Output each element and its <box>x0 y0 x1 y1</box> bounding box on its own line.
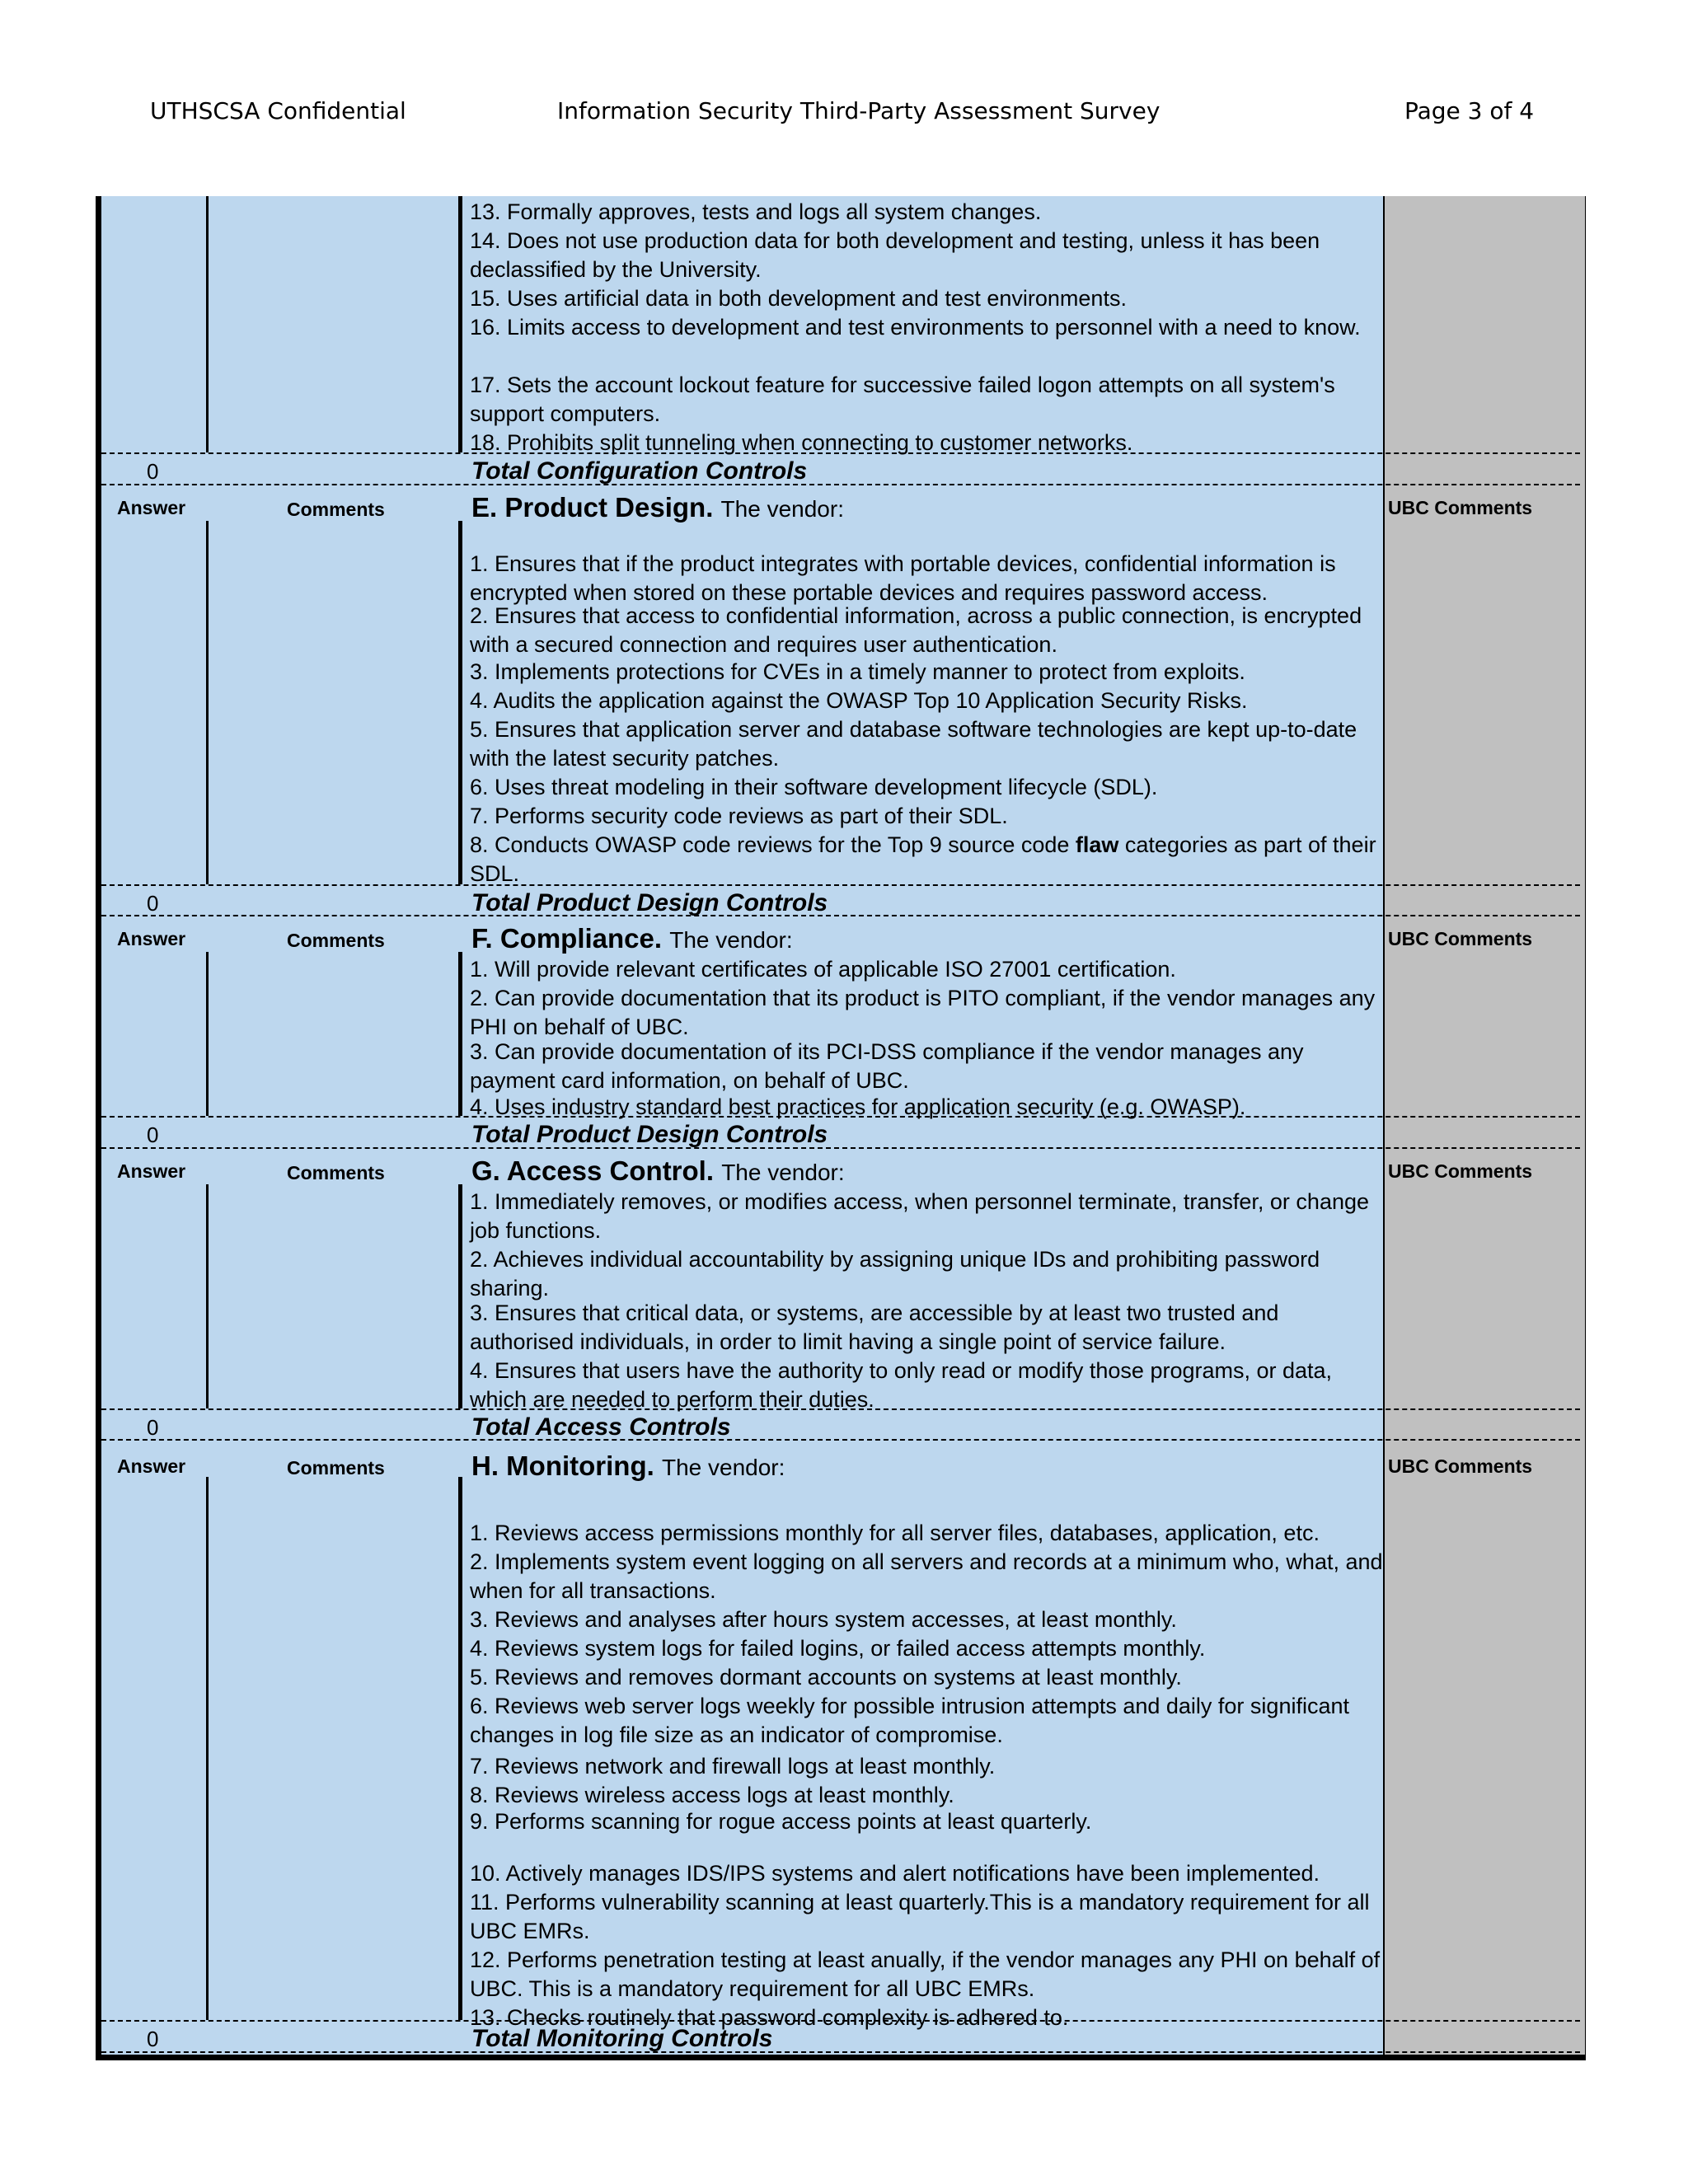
section-h-heading: H. Monitoring. <box>471 1451 654 1481</box>
section-h-title <box>471 1451 785 1482</box>
comments-label: Comments <box>287 1457 385 1479</box>
monitoring-item-4: 4. Reviews system logs for failed logins, or failed access attempts monthly. <box>470 1636 1206 1661</box>
config-item-17: 17. Sets the account lockout feature for successive failed logon attempts on all system's support computers. <box>470 373 1335 426</box>
product-design-item-4: 4. Audits the application against the OWASP Top 10 Application Security Risks. <box>470 688 1248 713</box>
compliance-item-2: 2. Can provide documentation that its product is PITO compliant, if the vendor manages any PHI on behalf of UBC. <box>470 986 1376 1039</box>
section-g-heading: G. Access Control. <box>471 1155 715 1186</box>
config-item-15: 15. Uses artificial data in both development and test environments. <box>470 286 1127 311</box>
compliance-total-label: Total Product Design Controls <box>471 1121 828 1148</box>
product-design-item-5: 5. Ensures that application server and database software technologies are kept up-to-date with the latest security patches. <box>470 717 1357 771</box>
monitoring-item-12: 12. Performs penetration testing at least anually, if the vendor manages any PHI on behalf of UBC. This is a mandatory requirement for all UBC EMRs. <box>470 1947 1381 2001</box>
product-design-item-8 <box>470 831 1385 888</box>
column-line <box>206 1477 209 2020</box>
product-design-total-value[interactable]: 0 <box>147 891 159 916</box>
section-f-title <box>471 923 793 954</box>
answer-label: Answer <box>117 928 186 949</box>
product-design-item-3: 3. Implements protections for CVEs in a timely manner to protect from exploits. <box>470 659 1245 684</box>
answer-label: Answer <box>117 1160 186 1182</box>
monitoring-item-9: 9. Performs scanning for rogue access points at least quarterly. <box>470 1809 1092 1834</box>
section-e-title <box>471 492 844 523</box>
answer-label: Answer <box>117 1455 186 1477</box>
monitoring-total-label: Total Monitoring Controls <box>471 2025 773 2052</box>
compliance-item-3: 3. Can provide documentation of its PCI-DSS compliance if the vendor manages any payment card information, on behalf of UBC. <box>470 1039 1304 1093</box>
column-line <box>458 1184 462 1408</box>
product-design-item-7: 7. Performs security code reviews as part of their SDL. <box>470 804 1008 828</box>
header-title: Information Security Third-Party Assessment Survey <box>557 97 1160 124</box>
compliance-item-4: 4. Uses industry standard best practices for application security (e.g. OWASP). <box>470 1094 1246 1119</box>
section-f-heading: F. Compliance. <box>471 923 663 954</box>
monitoring-item-13: 13. Checks routinely that password complexity is adhered to. <box>470 2005 1069 2030</box>
column-line <box>206 952 209 1116</box>
product-design-total-label: Total Product Design Controls <box>471 889 828 916</box>
row-divider <box>101 1147 1580 1149</box>
ubc-comments-label: UBC Comments <box>1388 497 1533 518</box>
row-divider <box>101 2051 1580 2053</box>
compliance-total-value[interactable]: 0 <box>147 1122 159 1147</box>
product-design-item-6: 6. Uses threat modeling in their software development lifecycle (SDL). <box>470 775 1158 799</box>
header-left: UTHSCSA Confidential <box>150 97 406 124</box>
row-divider <box>101 484 1580 485</box>
column-line <box>206 196 209 452</box>
section-f-vendor: The vendor: <box>669 927 793 953</box>
monitoring-item-5: 5. Reviews and removes dormant accounts on systems at least monthly. <box>470 1665 1182 1690</box>
ubc-comments-label: UBC Comments <box>1388 928 1533 949</box>
section-h-vendor: The vendor: <box>661 1455 785 1480</box>
access-control-item-3: 3. Ensures that critical data, or systems, are accessible by at least two trusted and authorised individuals, in order to limit having a single point of service failure. <box>470 1301 1279 1354</box>
column-line <box>458 521 462 884</box>
monitoring-item-1: 1. Reviews access permissions monthly for all server files, databases, application, etc. <box>470 1521 1320 1545</box>
config-item-13: 13. Formally approves, tests and logs all system changes. <box>470 199 1042 224</box>
ubc-comments-label: UBC Comments <box>1388 1160 1533 1182</box>
section-e-vendor: The vendor: <box>720 496 844 522</box>
product-design-item-2: 2. Ensures that access to confidential information, across a public connection, is encrypted with a secured connection and requires user authentication. <box>470 603 1362 657</box>
ubc-comments-column <box>1383 196 1585 2055</box>
monitoring-item-2: 2. Implements system event logging on all servers and records at a minimum who, what, and when for all transactions. <box>470 1549 1383 1603</box>
access-control-total-value[interactable]: 0 <box>147 1415 159 1440</box>
monitoring-item-6: 6. Reviews web server logs weekly for possible intrusion attempts and daily for significant changes in log file size as an indicator of compromise. <box>470 1694 1349 1747</box>
comments-label: Comments <box>287 1162 385 1183</box>
item8-text-start: 8. Conducts OWASP code reviews for the Top 9 source code <box>470 832 1076 857</box>
config-item-18: 18. Prohibits split tunneling when connecting to customer networks. <box>470 430 1133 455</box>
section-g-vendor: The vendor: <box>721 1160 845 1185</box>
header-page-number: Page 3 of 4 <box>1404 97 1535 124</box>
comments-label: Comments <box>287 499 385 520</box>
monitoring-total-value[interactable]: 0 <box>147 2027 159 2051</box>
answer-label: Answer <box>117 497 186 518</box>
column-line <box>206 1184 209 1408</box>
access-control-item-2: 2. Achieves individual accountability by assigning unique IDs and prohibiting password sharing. <box>470 1247 1320 1301</box>
monitoring-item-8: 8. Reviews wireless access logs at least monthly. <box>470 1783 954 1807</box>
section-e-heading: E. Product Design. <box>471 492 714 523</box>
column-line <box>458 952 462 1116</box>
config-total-label: Total Configuration Controls <box>471 457 808 485</box>
config-item-14: 14. Does not use production data for both development and testing, unless it has been declassified by the University. <box>470 228 1320 282</box>
monitoring-item-3: 3. Reviews and analyses after hours system accesses, at least monthly. <box>470 1607 1177 1632</box>
ubc-comments-label: UBC Comments <box>1388 1455 1533 1477</box>
monitoring-item-7: 7. Reviews network and firewall logs at least monthly. <box>470 1754 996 1779</box>
product-design-item-1: 1. Ensures that if the product integrates with portable devices, confidential information is encrypted when stored on these portable devices and requires password access. <box>470 551 1336 605</box>
item8-bold-word: flaw <box>1075 832 1119 857</box>
column-line <box>206 521 209 884</box>
monitoring-item-11: 11. Performs vulnerability scanning at least quarterly.This is a mandatory requirement for all UBC EMRs. <box>470 1890 1370 1943</box>
compliance-item-1: 1. Will provide relevant certificates of applicable ISO 27001 certification. <box>470 957 1176 982</box>
row-divider <box>101 1439 1580 1441</box>
row-divider <box>101 915 1580 916</box>
monitoring-item-10: 10. Actively manages IDS/IPS systems and alert notifications have been implemented. <box>470 1861 1320 1886</box>
comments-label: Comments <box>287 930 385 951</box>
access-control-item-4: 4. Ensures that users have the authority to only read or modify those programs, or data, which are needed to perform their duties. <box>470 1358 1333 1412</box>
config-total-value[interactable]: 0 <box>147 459 159 484</box>
column-line <box>458 196 462 452</box>
item8-text-end: categories as part of their SDL. <box>470 832 1376 886</box>
column-line <box>458 1477 462 2020</box>
access-control-item-1: 1. Immediately removes, or modifies access, when personnel terminate, transfer, or change job functions. <box>470 1189 1370 1243</box>
access-control-total-label: Total Access Controls <box>471 1413 731 1441</box>
config-item-16: 16. Limits access to development and test environments to personnel with a need to know. <box>470 315 1361 340</box>
section-g-title <box>471 1155 845 1187</box>
